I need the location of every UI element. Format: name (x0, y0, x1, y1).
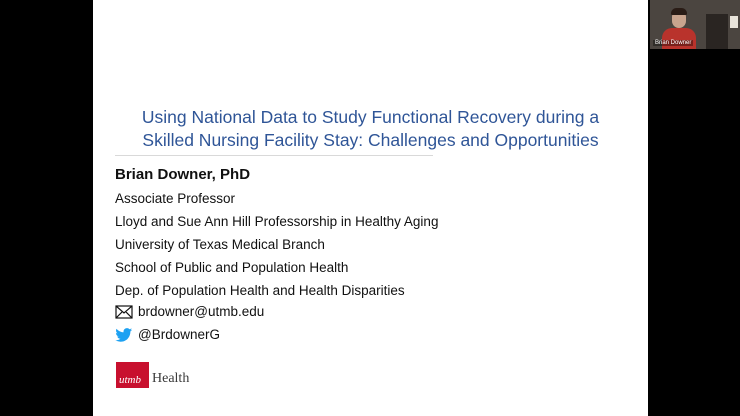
presenter-name: Brian Downer, PhD (115, 166, 251, 183)
presenter-school: School of Public and Population Health (115, 260, 349, 275)
participant-video-tile[interactable] (650, 0, 740, 49)
presenter-title: Associate Professor (115, 191, 236, 206)
presenter-professorship: Lloyd and Sue Ann Hill Professorship in Healthy Aging (115, 214, 439, 229)
video-bookshelf (706, 14, 728, 49)
email-contact (115, 304, 264, 319)
presenter-department: Dep. of Population Health and Health Disparities (115, 283, 405, 298)
email-address: brdowner@utmb.edu (138, 304, 265, 319)
slide-title (93, 106, 648, 152)
video-lamp (730, 16, 738, 28)
twitter-contact (115, 327, 220, 342)
utmb-logo-mark: utmb (116, 362, 149, 388)
presenter-university: University of Texas Medical Branch (115, 237, 325, 252)
utmb-health-logo (116, 362, 189, 388)
twitter-bird-icon (115, 328, 133, 342)
envelope-icon (115, 305, 133, 319)
presentation-slide (93, 0, 648, 416)
utmb-logo-word: Health (152, 371, 190, 386)
title-divider (115, 155, 433, 156)
slide-title-line-2: Skilled Nursing Facility Stay: Challenges and Opportunities (142, 130, 599, 150)
slide-title-line-1: Using National Data to Study Functional Recovery during a (141, 107, 600, 127)
participant-name-label: Brian Downer (655, 40, 692, 46)
twitter-handle: @BrdownerG (138, 327, 220, 342)
participant-hair (671, 8, 687, 15)
